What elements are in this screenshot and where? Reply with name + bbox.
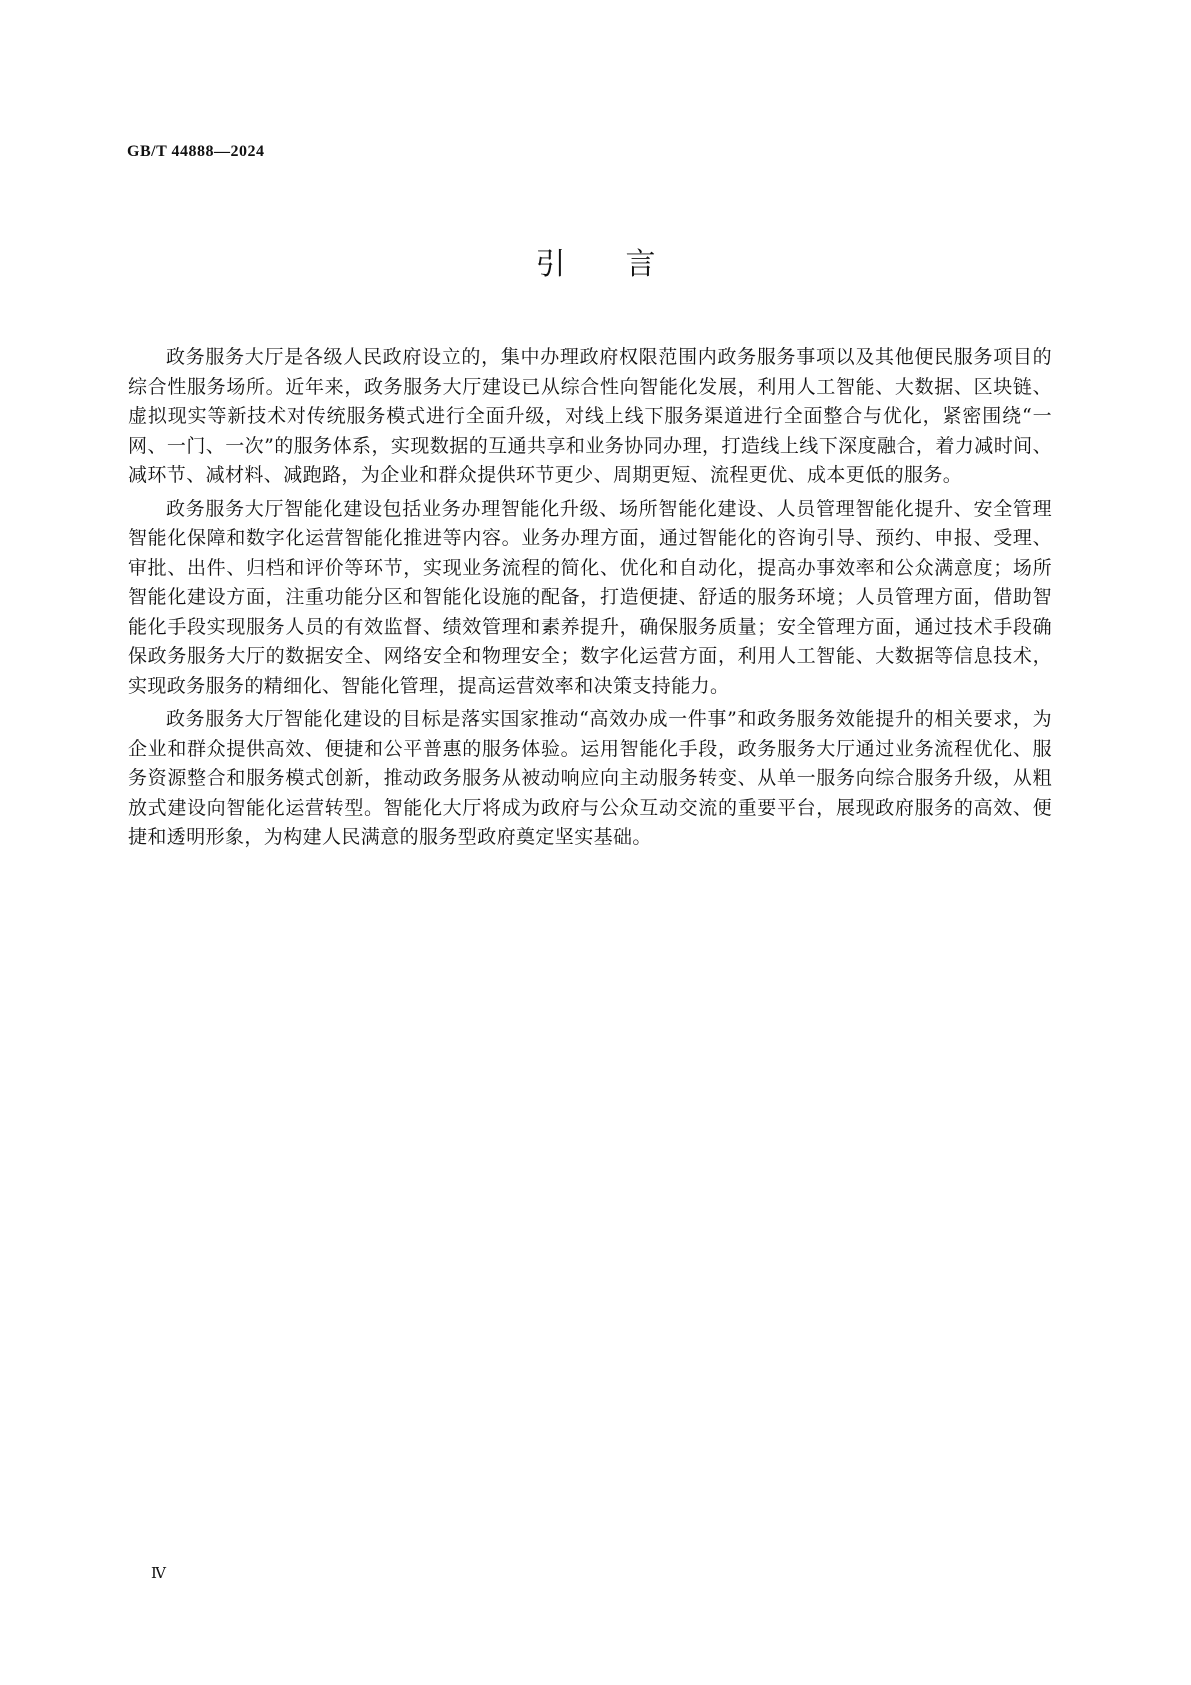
paragraph-2: 政务服务大厅智能化建设包括业务办理智能化升级、场所智能化建设、人员管理智能化提升、安全管理智能化保障和数字化运营智能化推进等内容。业务办理方面，通过智能化的咨询引导、预约、申报、受理、审批、出件、归档和评价等环节，实现业务流程的简化、优化和自动化，提高办事效率和公众满意度；场所智能化建设方面，注重功能分区和智能化设施的配备，打造便捷、舒适的服务环境；人员管理方面，借助智能化手段实现服务人员的有效监督、绩效管理和素养提升，确保服务质量；安全管理方面，通过技术手段确保政务服务大厅的数据安全、网络安全和物理安全；数字化运营方面，利用人工智能、大数据等信息技术，实现政务服务的精细化、智能化管理，提高运营效率和决策支持能力。 xyxy=(128,497,1052,697)
paragraph-3: 政务服务大厅智能化建设的目标是落实国家推动“高效办成一件事”和政务服务效能提升的相关要求，为企业和群众提供高效、便捷和公平普惠的服务体验。运用智能化手段，政务服务大厅通过业务流程优化、服务资源整合和服务模式创新，推动政务服务从被动响应向主动服务转变、从单一服务向综合服务升级，从粗放式建设向智能化运营转型。智能化大厅将成为政府与公众互动交流的重要平台，展现政府服务的高效、便捷和透明形象，为构建人民满意的服务型政府奠定坚实基础。 xyxy=(128,708,1052,848)
paragraph-1: 政务服务大厅是各级人民政府设立的，集中办理政府权限范围内政务服务事项以及其他便民服务项目的综合性服务场所。近年来，政务服务大厅建设已从综合性向智能化发展，利用人工智能、大数据、区块链、虚拟现实等新技术对传统服务模式进行全面升级，对线上线下服务渠道进行全面整合与优化，紧密围绕“一网、一门、一次”的服务体系，实现数据的互通共享和业务协同办理，打造线上线下深度融合，着力减时间、减环节、减材料、减跑路，为企业和群众提供环节更少、周期更短、流程更优、成本更低的服务。 xyxy=(128,346,1052,486)
document-id: GB/T 44888—2024 xyxy=(127,143,265,160)
page-title: 引言 xyxy=(535,247,716,282)
page-number: Ⅳ xyxy=(151,1566,166,1582)
introduction-body xyxy=(128,343,1052,853)
